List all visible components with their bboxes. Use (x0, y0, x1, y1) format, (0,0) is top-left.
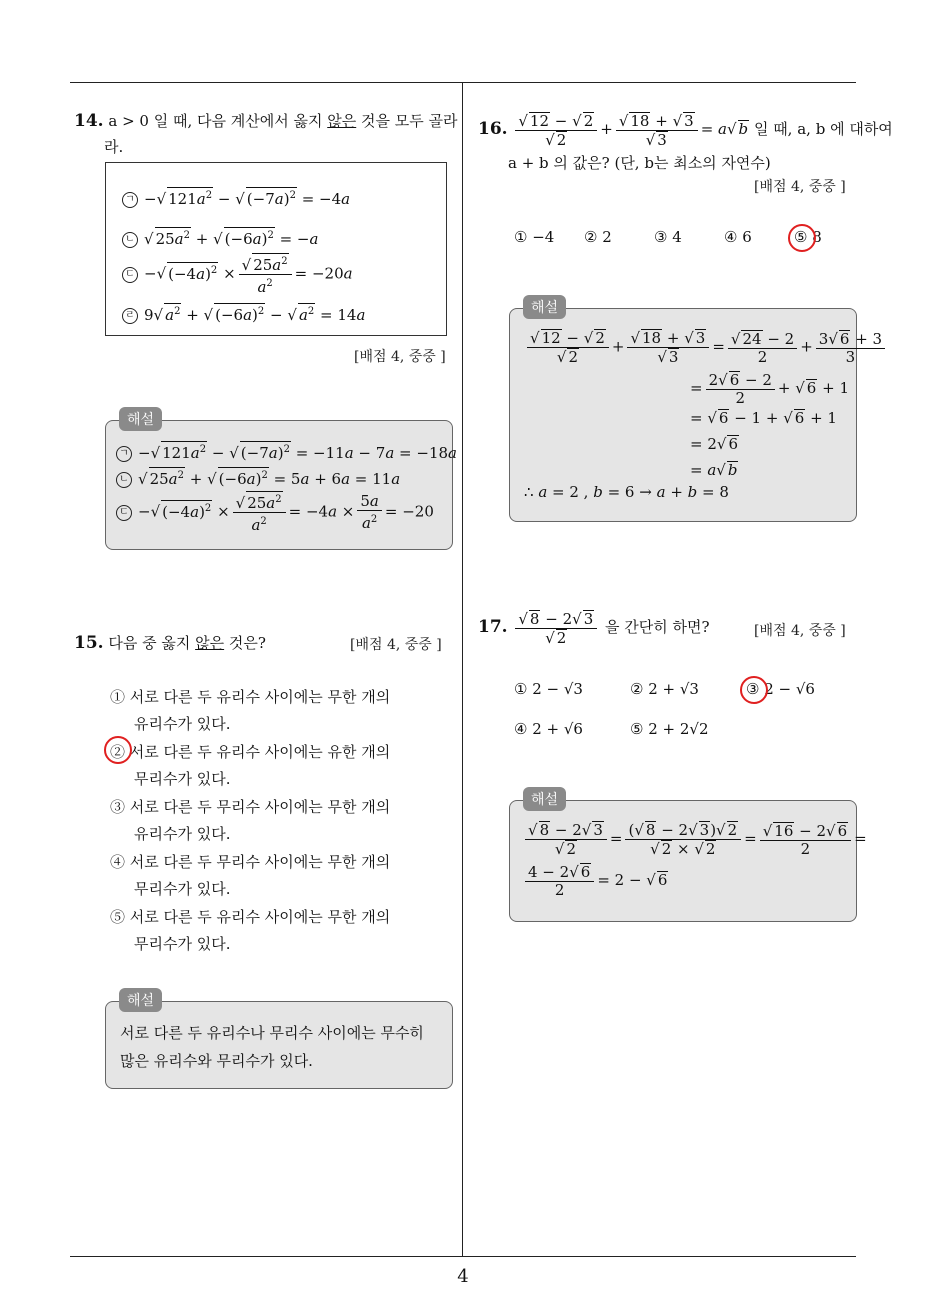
choice-2[interactable]: ② 서로 다른 두 유리수 사이에는 유한 개의 무리수가 있다. (110, 743, 391, 788)
solution-line-1: 서로 다른 두 유리수나 무리수 사이에는 무수히 (120, 1024, 424, 1042)
solution-line-6: ∴ a = 2 , b = 6 → a + b = 8 (524, 483, 729, 501)
solution-line-1: ㄱ −√ $121a^2$ − √ $(-7a)^2 = -11a - 7a = -18a$ (116, 441, 457, 462)
q15-solution-tag: 해설 (119, 988, 162, 1012)
q15-meta: [배점 4, 중중 ] (350, 637, 442, 653)
solution-line-2: ㄴ √ $25a^2$ + √ $(-6a)^2 = 5a + 6a = 11a$ (116, 467, 400, 488)
question-text: 일 때, a, b 에 대하여 (753, 120, 893, 138)
statement-3: ㄷ −√ $(-4a)^2$ × $\frac{√ 25a^2}{a^2}$ = −20a (122, 253, 353, 296)
choice-3[interactable]: ③ 2 − √6 (746, 680, 815, 698)
choice-1[interactable]: ① 서로 다른 두 유리수 사이에는 무한 개의 유리수가 있다. (110, 688, 391, 733)
statement-2: ㄴ √ $25a^2$ + √ $(-6a)^2 = -a$ (122, 227, 318, 248)
question-14 (74, 108, 459, 160)
solution-line-1: $\frac{√ 8 - 2√ 3}{√ 2}$ = $\frac{(√ 8 - 2√ 3)√ 2}{√ 2 \times √ 2}$ = $\frac{√ 16 - 2√ 6}{2}$ = (522, 821, 867, 858)
question-16: 16. $\frac{√ 12 - √ 2}{√ 2}$ + $\frac{√ 18 + √ 3}{√ 3}$ = a√ b 일 때, a, b 에 대하여 a + b 의 값은? (단, b는 최소의 자연수) (478, 108, 858, 176)
top-rule (70, 82, 856, 83)
question-text: a > 0 일 때, 다음 계산에서 옳지 않은 것을 모두 골라 (108, 112, 458, 130)
q15-solution-box (105, 1001, 453, 1089)
solution-line-2: 많은 유리수와 무리수가 있다. (120, 1052, 313, 1070)
choice-1[interactable]: ① −4 (514, 228, 555, 246)
q14-solution-tag: 해설 (119, 407, 162, 431)
q17-solution-box (509, 800, 867, 922)
choice-2[interactable]: ② 2 + √3 (630, 680, 699, 698)
answer-mark-circle (788, 224, 816, 252)
choice-3[interactable]: ③ 4 (654, 228, 682, 246)
solution-line-1: $\frac{√ 12 - √ 2}{√ 2}$ + $\frac{√ 18 + √ 3}{√ 3}$ = $\frac{√ 24 - 2}{2}$ + $\frac{3√ 6 + 3}{3}$ (524, 329, 888, 366)
q16-expr-2: $\frac{√ 18 + √ 3}{√ 3}$ (616, 112, 698, 149)
q17-solution-tag: 해설 (523, 787, 566, 811)
solution-line-2: = $\frac{2√ 6 - 2}{2}$ + √ 6 + 1 (690, 371, 849, 407)
answer-mark-circle (104, 736, 132, 764)
solution-line-5: = a√ b (690, 461, 738, 479)
choice-4[interactable]: ④ 2 + √6 (514, 720, 583, 738)
choice-4[interactable]: ④ 6 (724, 228, 752, 246)
solution-line-3: = √ 6 − 1 + √ 6 + 1 (690, 409, 837, 427)
answer-mark-circle (740, 676, 768, 704)
q17-expr: $\frac{√ 8 - 2√ 3}{√ 2}$ (515, 610, 597, 647)
solution-line-3: ㄷ −√ $(-4a)^2$ × $\frac{√ 25a^2}{a^2}$ = −4a × $\frac{5a}{a^2}$ = −20 (116, 491, 434, 534)
choice-1[interactable]: ① 2 − √3 (514, 680, 583, 698)
q16-solution-tag: 해설 (523, 295, 566, 319)
question-text-cont: a + b 의 값은? (단, b는 최소의 자연수) (508, 154, 771, 172)
solution-line-4: = 2√ 6 (690, 435, 738, 453)
page-number: 4 (457, 1266, 469, 1287)
q16-expr-1: $\frac{√ 12 - √ 2}{√ 2}$ (515, 112, 597, 149)
statement-4: ㄹ 9√ $a^2$ + √ $(-6a)^2$ − √ $a^2 = 14a$ (122, 303, 365, 324)
choice-4[interactable]: ④ 서로 다른 두 무리수 사이에는 무한 개의 무리수가 있다. (110, 853, 391, 898)
statement-1: ㄱ −√ $121a^2$ − √ $(-7a)^2 = -4a$ (122, 187, 350, 208)
solution-line-2: $\frac{4 - 2√ 6}{2}$ = 2 − √ 6 (522, 863, 668, 899)
q14-statement-box (105, 162, 447, 336)
question-text: 다음 중 옳지 않은 것은? (108, 634, 266, 652)
choice-5[interactable]: ⑤ 2 + 2√2 (630, 720, 709, 738)
q16-solution-box (509, 308, 883, 522)
question-text-cont: 라. (104, 138, 124, 156)
question-number: 14. (74, 111, 104, 131)
q17-meta: [배점 4, 중중 ] (754, 623, 846, 639)
question-number: 16. (478, 119, 508, 139)
question-text: 을 간단히 하면? (605, 618, 710, 636)
choice-3[interactable]: ③ 서로 다른 두 무리수 사이에는 무한 개의 유리수가 있다. (110, 798, 391, 843)
bottom-rule (70, 1256, 856, 1257)
column-divider (462, 82, 463, 1256)
choice-2[interactable]: ② 2 (584, 228, 612, 246)
q16-meta: [배점 4, 중중 ] (754, 179, 846, 195)
question-number: 15. (74, 633, 104, 653)
choice-5[interactable]: ⑤ 서로 다른 두 유리수 사이에는 무한 개의 무리수가 있다. (110, 908, 391, 953)
choice-5[interactable]: ⑤ 8 (794, 228, 822, 246)
q14-meta: [배점 4, 중중 ] (354, 349, 446, 365)
question-number: 17. (478, 617, 508, 637)
q14-solution-box (105, 420, 457, 550)
